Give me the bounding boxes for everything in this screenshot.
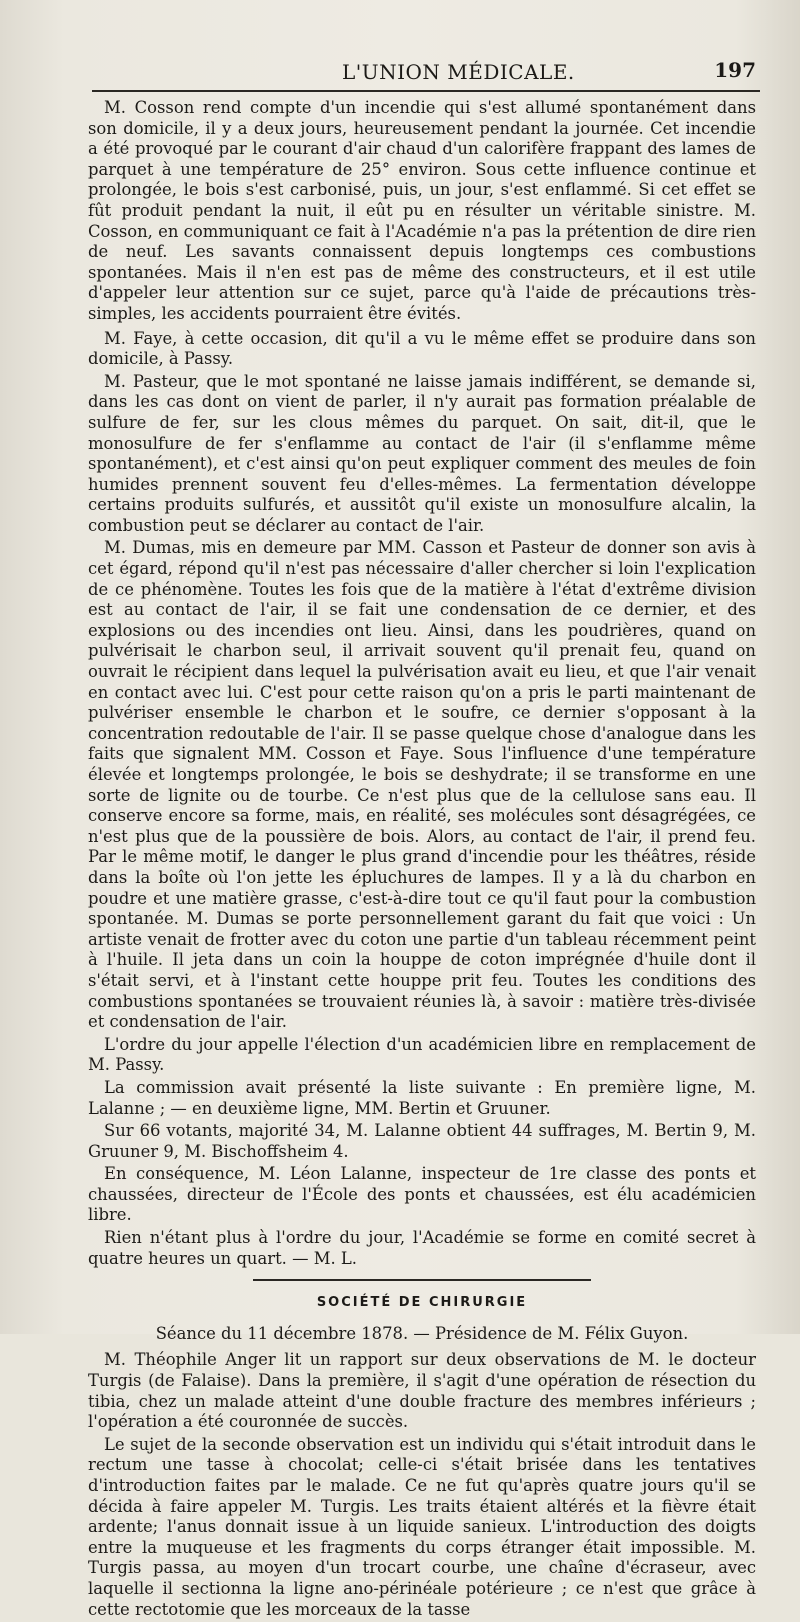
page-header xyxy=(92,54,762,88)
section-title: SOCIÉTÉ DE CHIRURGIE xyxy=(316,1295,528,1311)
header-rule xyxy=(92,90,760,92)
session-line: Séance du 11 décembre 1878. — Présidence de M. Félix Guyon. xyxy=(155,1323,689,1343)
paragraph-dumas: M. Dumas, mis en demeure par MM. Casson et Pasteur de donner son avis à cet égard, répond qu'il n'est pas nécessaire d'aller chercher si loin l'explication de ce phénomène. Toutes les fois que de la matière à l'état d'extrême division est au contact de l'air, il se fait une condensation de ce dernier, et des explosions ou des incendies ont lieu. Ainsi, dans les poudrières, quand on pulvérisait le charbon seul, il arrivait souvent qu'il prenait feu, quand on ouvrait le récipient dans lequel la pulvérisation avait eu lieu, et que l'air venait en contact avec lui. C'est pour cette raison qu'on a pris le parti maintenant de pulvériser ensemble le charbon et le soufre, ce dernier s'opposant à la concentration redoutable de l'air. Il se passe quelque chose d'analogue dans les faits que signalent MM. Cosson et Faye. Sous l'influence d'une température élevée et longtemps prolongée, le bois se deshydrate; il se transforme en une sorte de lignite ou de tourbe. Ce n'est plus que de la cellulose sans eau. Il conserve encore sa forme, mais, en réalité, ses molécules sont désagrégées, ce n'est plus que de la poussière de bois. Alors, au contact de l'air, il prend feu. Par le même motif, le danger le plus grand d'incendie pour les théâtres, réside dans la boîte où l'on jette les épluchures de lampes. Il y a là du charbon en poudre et une matière grasse, c'est-à-dire tout ce qu'il faut pour la combustion spontanée. M. Dumas se porte personnellement garant du fait que voici : Un artiste venait de frotter avec du coton une partie d'un tableau récemment peint à l'huile. Il jeta dans un coin la houppe de coton imprégnée d'huile dont il s'était servi, et à l'instant cette houppe prit feu. Toutes les conditions des combustions spontanées se trouvaient réunies là, à savoir : matière très-divisée et condensation de l'air. xyxy=(88,538,756,1032)
section-divider xyxy=(253,1279,591,1281)
paragraph-election: L'ordre du jour appelle l'élection d'un académicien libre en remplacement de M. Passy. xyxy=(88,1034,756,1075)
page-number: 197 xyxy=(714,58,756,82)
paragraph-vote: Sur 66 votants, majorité 34, M. Lalanne obtient 44 suffrages, M. Bertin 9, M. Gruuner 9, M. Bischoffsheim 4. xyxy=(88,1121,756,1161)
paragraph-pasteur: M. Pasteur, que le mot spontané ne laisse jamais indifférent, se demande si, dans les cas dont on vient de parler, il n'y aurait pas formation préalable de sulfure de fer, sur les clous mêmes du parquet. On sait, dit-il, que le monosulfure de fer s'enflamme au contact de l'air (il s'enflamme même spontanément), et c'est ainsi qu'on peut expliquer comment des meules de foin humides prennent souvent feu d'elles-mêmes. La fermentation développe certains produits sulfurés, et aussitôt qu'il existe un monosulfure alcalin, la combustion peut se déclarer au contact de l'air. xyxy=(88,371,756,535)
article-body xyxy=(88,98,756,1622)
running-title: L'UNION MÉDICALE. xyxy=(342,60,575,84)
paragraph-faye: M. Faye, à cette occasion, dit qu'il a vu le même effet se produire dans son domicile, à Passy. xyxy=(88,328,756,369)
paragraph-consequence: En conséquence, M. Léon Lalanne, inspecteur de 1re classe des ponts et chaussées, directeur de l'École des ponts et chaussées, est élu académicien libre. xyxy=(88,1164,756,1225)
paragraph-anger: M. Théophile Anger lit un rapport sur deux observations de M. le docteur Turgis (de Falaise). Dans la première, il s'agit d'une opération de résection du tibia, chez un malade atteint d'une double fracture des membres inférieurs ; l'opération a été couronnée de succès. xyxy=(88,1350,756,1432)
paragraph-second-observation: Le sujet de la seconde observation est un individu qui s'était introduit dans le rectum une tasse à chocolat; celle-ci s'était brisée dans les tentatives d'introduction faites par le malade. Ce ne fut qu'après quatre jours qu'il se décida à faire appeler M. Turgis. Les traits étaient altérés et la fièvre était ardente; l'anus donnait issue à un liquide sanieux. L'introduction des doigts entre la muqueuse et les fragments du corps étranger était impossible. M. Turgis passa, au moyen d'un trocart courbe, une chaîne d'écraseur, avec laquelle il sectionna la ligne ano-périnéale potérieure ; ce n'est que grâce à cette rectotomie que les morceaux de la tasse xyxy=(88,1434,756,1619)
paragraph-closing: Rien n'étant plus à l'ordre du jour, l'Académie se forme en comité secret à quatre heures un quart. — M. L. xyxy=(88,1228,756,1268)
paragraph-cosson: M. Cosson rend compte d'un incendie qui s'est allumé spontanément dans son domicile, il y a deux jours, heureusement pendant la journée. Cet incendie a été provoqué par le courant d'air chaud d'un calorifère frappant des lames de parquet à une température de 25° environ. Sous cette influence continue et prolongée, le bois s'est carbonisé, puis, un jour, s'est enflammé. Si cet effet se fût produit pendant la nuit, il eût pu en résulter un véritable sinistre. M. Cosson, en communiquant ce fait à l'Académie n'a pas la prétention de dire rien de neuf. Les savants connaissent depuis longtemps ces combustions spontanées. Mais il n'en est pas de même des constructeurs, et il est utile d'appeler leur attention sur ce sujet, parce qu'à l'aide de précautions très-simples, les accidents pourraient être évités. xyxy=(88,98,756,323)
paragraph-commission: La commission avait présenté la liste suivante : En première ligne, M. Lalanne ; — en deuxième ligne, MM. Bertin et Gruuner. xyxy=(88,1077,756,1118)
